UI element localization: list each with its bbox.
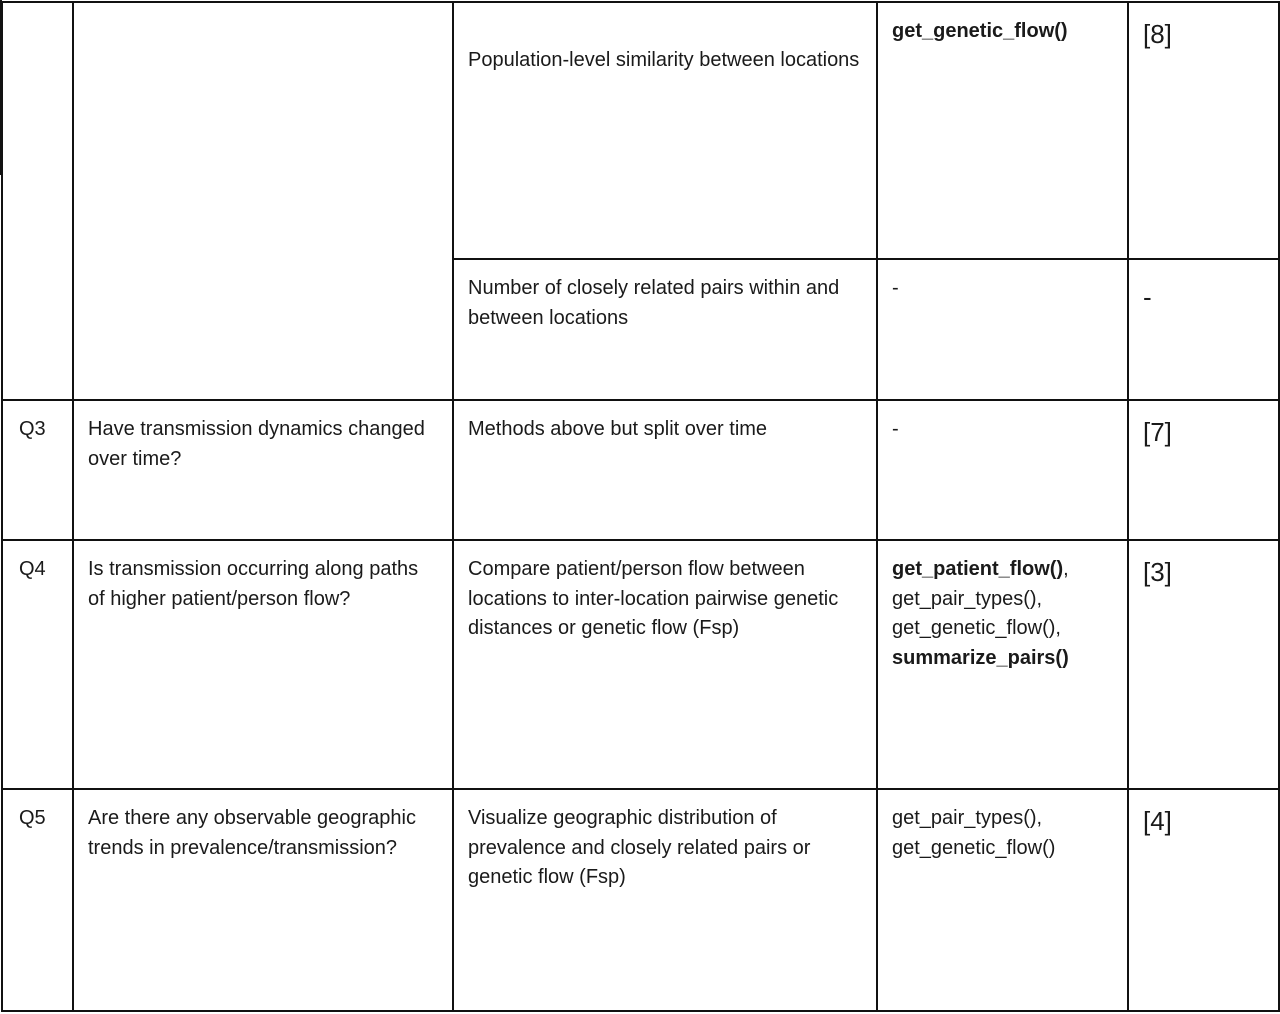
function-cell — [877, 259, 1128, 400]
question-text: Have transmission dynamics changed over time? — [88, 418, 425, 470]
question-id-cell — [2, 789, 73, 1011]
question-text: Are there any observable geographic trends in prevalence/transmission? — [88, 807, 416, 859]
question-id: Q5 — [19, 807, 46, 829]
function-name: get_pair_types(), — [892, 587, 1043, 610]
question-id: Q4 — [19, 558, 46, 580]
question-text: Is transmission occurring along paths of higher patient/person flow? — [88, 558, 419, 610]
table-row — [2, 789, 1279, 1011]
table-row — [2, 400, 1279, 540]
function-cell — [877, 400, 1128, 540]
reference-cell — [1128, 540, 1279, 789]
question-id-cell — [2, 540, 73, 789]
reference-cell — [1128, 789, 1279, 1011]
function-cell — [877, 540, 1128, 789]
function-cell — [877, 789, 1128, 1011]
function-name: - — [892, 277, 899, 299]
table-row — [2, 2, 1279, 259]
function-name: get_patient_flow() — [892, 558, 1064, 580]
reference-text: - — [1143, 282, 1152, 312]
table-row — [2, 540, 1279, 789]
question-id-cell — [2, 2, 73, 400]
method-text: Visualize geographic distribution of prevalence and closely related pairs or genetic flow (Fsp) — [468, 807, 811, 888]
reference-text: [7] — [1143, 417, 1172, 447]
question-cell — [73, 2, 453, 400]
method-cell — [453, 540, 877, 789]
reference-cell — [1128, 2, 1279, 259]
function-name: summarize_pairs() — [892, 646, 1069, 669]
method-text: Population-level similarity between locations — [468, 49, 860, 71]
reference-text: [3] — [1143, 557, 1172, 587]
question-id-cell — [2, 400, 73, 540]
method-cell — [453, 2, 877, 259]
reference-text: [4] — [1143, 806, 1172, 836]
method-cell — [453, 789, 877, 1011]
reference-text: [8] — [1143, 19, 1172, 49]
function-cell — [877, 2, 1128, 259]
method-text: Methods above but split over time — [468, 418, 768, 440]
method-text: Number of closely related pairs within and between locations — [468, 277, 840, 329]
function-line — [892, 555, 1113, 585]
function-separator: , — [1063, 558, 1069, 580]
question-cell — [73, 540, 453, 789]
method-text: Compare patient/person flow between locations to inter-location pairwise genetic distances or genetic flow (Fsp) — [468, 558, 839, 639]
question-id: Q3 — [19, 418, 46, 440]
method-cell — [453, 400, 877, 540]
reference-cell — [1128, 259, 1279, 400]
reference-cell — [1128, 400, 1279, 540]
question-cell — [73, 789, 453, 1011]
function-name: get_genetic_flow() — [892, 836, 1056, 859]
function-name: get_genetic_flow() — [892, 20, 1068, 42]
methods-table — [1, 1, 1280, 1012]
function-name: - — [892, 418, 899, 440]
function-name: get_pair_types(), — [892, 807, 1043, 829]
question-cell — [73, 400, 453, 540]
function-name: get_genetic_flow(), — [892, 617, 1061, 639]
method-cell — [453, 259, 877, 400]
